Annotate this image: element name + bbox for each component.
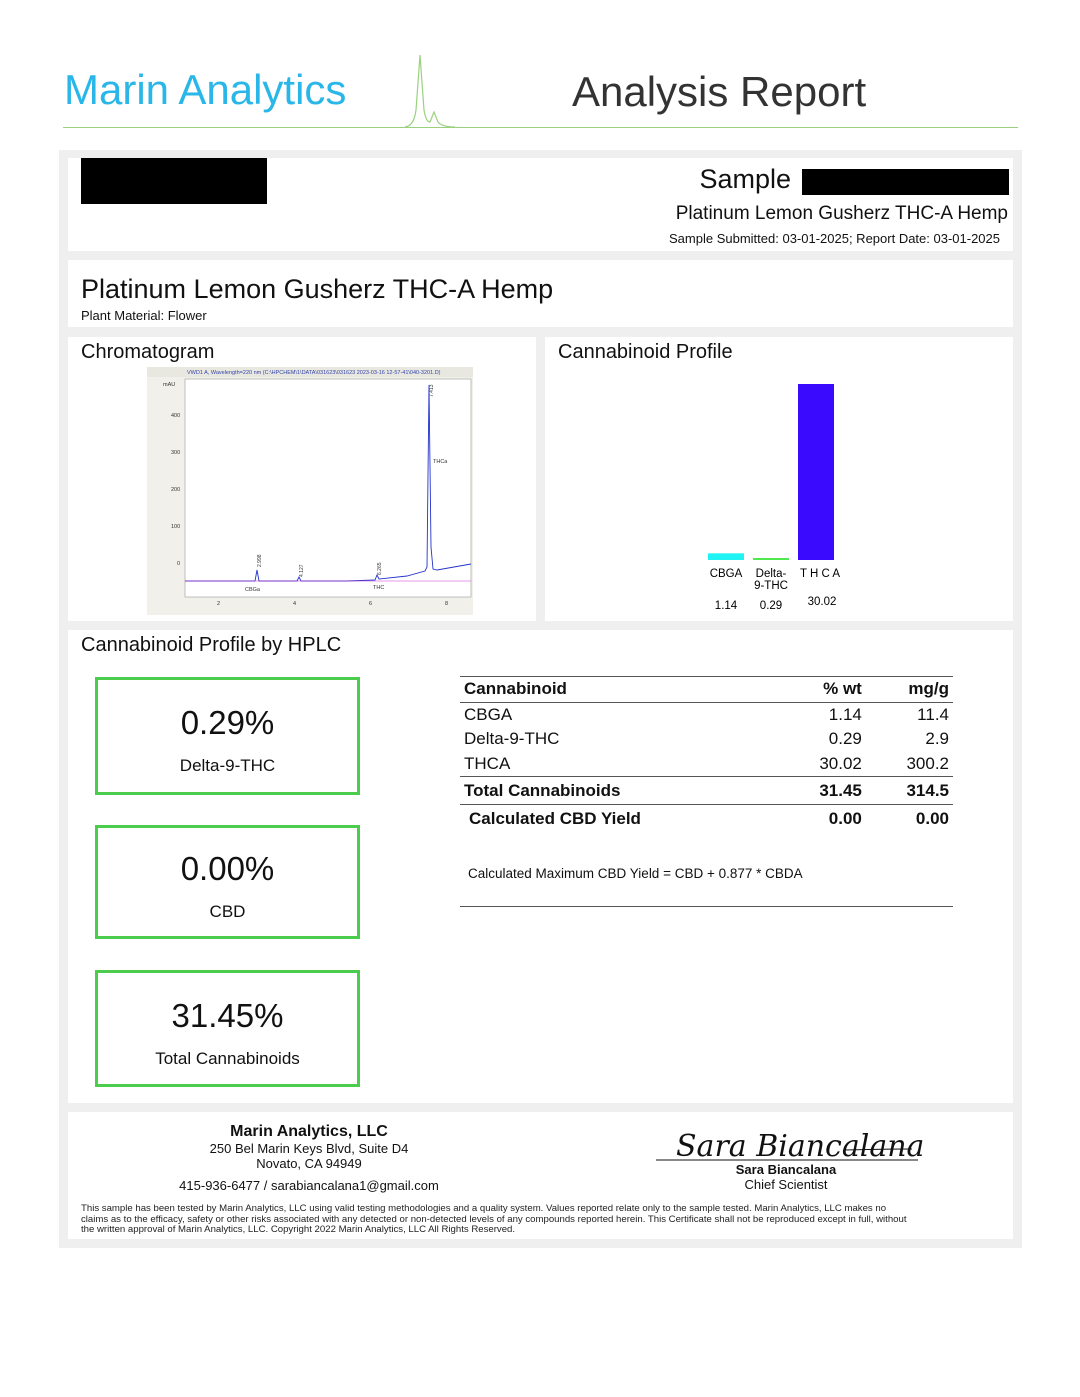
chromatogram-title: Chromatogram xyxy=(81,341,215,363)
kpi-label: CBD xyxy=(209,902,246,921)
sample-panel xyxy=(68,158,1013,251)
cannabinoid-bar-chart xyxy=(545,337,1013,621)
plant-material: Plant Material: Flower xyxy=(81,308,207,323)
report-title: Analysis Report xyxy=(572,68,867,115)
kpi-label: Delta-9-THC xyxy=(179,756,276,775)
column-header: mg/g xyxy=(908,679,949,699)
product-panel xyxy=(68,260,1013,327)
total-row: Total Cannabinoids 31.45 314.5 xyxy=(460,777,953,805)
table-bottom-rule xyxy=(460,906,953,907)
hplc-title: Cannabinoid Profile by HPLC xyxy=(81,634,342,656)
sample-dates: Sample Submitted: 03-01-2025; Report Date: 03-01-2025 xyxy=(669,231,1000,246)
svg-text:300: 300 xyxy=(171,450,181,456)
kpi-value: 31.45% xyxy=(171,997,284,1034)
table-row: Delta-9-THC 0.29 2.9 xyxy=(464,729,949,749)
bar-cbga xyxy=(708,553,744,560)
chart-title: Cannabinoid Profile xyxy=(558,341,733,363)
redacted-sample-id xyxy=(802,169,1009,195)
table-header-row xyxy=(460,677,953,703)
bar-thca xyxy=(798,384,834,560)
kpi-label: Total Cannabinoids xyxy=(155,1049,300,1068)
category-label: CBGA xyxy=(709,568,743,580)
bar-delta-9-thc xyxy=(753,558,789,560)
peak-logo-icon xyxy=(400,50,460,130)
kpi-value: 0.29% xyxy=(180,704,275,741)
chromatogram-panel xyxy=(68,337,536,621)
cbd-yield-row: Calculated CBD Yield 0.00 0.00 xyxy=(469,809,949,828)
disclaimer: This sample has been tested by Marin Analytics, LLC using valid testing methodologies and a quality system. Values reported relate only to the sample tested. Marin Analytics, LLC makes no claims as to the efficacy, safety or other risks associated with any detected or non-detected levels of any compounds reported herein. This Certificate shall not be reproduced except in full, without the written approval of Marin Analytics, LLC. Copyright 2022 Marin Analytics, LLC All Rights Reserved. xyxy=(81,1203,907,1235)
svg-text:400: 400 xyxy=(171,413,181,419)
category-label: Delta- xyxy=(755,568,787,580)
footer-address1: 250 Bel Marin Keys Blvd, Suite D4 xyxy=(209,1141,409,1156)
svg-text:8: 8 xyxy=(445,601,449,607)
product-title: Platinum Lemon Gusherz THC-A Hemp xyxy=(81,274,554,304)
redacted-client-block xyxy=(81,158,267,204)
kpi-delta9-thc xyxy=(95,677,360,795)
category-label: 9-THC xyxy=(754,580,788,592)
kpi-total-cannabinoids xyxy=(95,970,360,1087)
svg-text:200: 200 xyxy=(171,487,181,493)
svg-text:6: 6 xyxy=(369,601,373,607)
svg-text:4.127: 4.127 xyxy=(299,564,305,577)
svg-text:mAU: mAU xyxy=(163,382,176,388)
value-label: 30.02 xyxy=(807,596,837,608)
signature-image xyxy=(650,1120,925,1164)
sample-name: Platinum Lemon Gusherz THC-A Hemp xyxy=(675,203,1008,224)
sample-label: Sample xyxy=(699,164,791,194)
category-label: T H C A xyxy=(799,568,841,580)
kpi-value: 0.00% xyxy=(180,850,275,887)
svg-text:0: 0 xyxy=(177,561,181,567)
footer-address2: Novato, CA 94949 xyxy=(256,1156,362,1171)
chromatogram-header: VWD1 A, Wavelength=220 nm (C:\HPCHEM\1\DATA\031623\031623 2023-03-16 12-57-41\040-3201.D) xyxy=(187,370,441,376)
table-row: CBGA 1.14 11.4 xyxy=(464,704,949,724)
signatory-name: Sara Biancalana xyxy=(735,1162,837,1177)
chromatogram-image xyxy=(147,367,473,615)
table-row: THCA 30.02 300.2 xyxy=(464,753,949,773)
value-label: 1.14 xyxy=(714,600,738,612)
signatory-role: Chief Scientist xyxy=(744,1177,828,1192)
column-header: % wt xyxy=(823,679,862,699)
header-divider xyxy=(63,127,1018,128)
kpi-cbd xyxy=(95,825,360,939)
svg-text:Sara Biancalana: Sara Biancalana xyxy=(676,1129,925,1164)
svg-text:7.413: 7.413 xyxy=(429,384,435,397)
footer-contact: 415-936-6477 / sarabiancalana1@gmail.com xyxy=(179,1178,439,1193)
svg-text:2: 2 xyxy=(217,601,221,607)
svg-text:THCa: THCa xyxy=(433,459,448,465)
column-header: Cannabinoid xyxy=(464,679,567,699)
svg-text:CBGa: CBGa xyxy=(245,587,260,593)
svg-text:6.265: 6.265 xyxy=(377,562,383,575)
results-table xyxy=(460,676,953,833)
svg-text:2.998: 2.998 xyxy=(257,554,263,567)
company-logo-text: Marin Analytics xyxy=(64,66,347,113)
cbd-formula: Calculated Maximum CBD Yield = CBD + 0.877 * CBDA xyxy=(468,866,803,881)
cannabinoid-chart-panel xyxy=(545,337,1013,621)
svg-text:4: 4 xyxy=(293,601,297,607)
svg-text:100: 100 xyxy=(171,524,181,530)
footer-company: Marin Analytics, LLC xyxy=(230,1123,388,1140)
value-label: 0.29 xyxy=(759,600,783,612)
svg-text:THC: THC xyxy=(373,585,385,591)
